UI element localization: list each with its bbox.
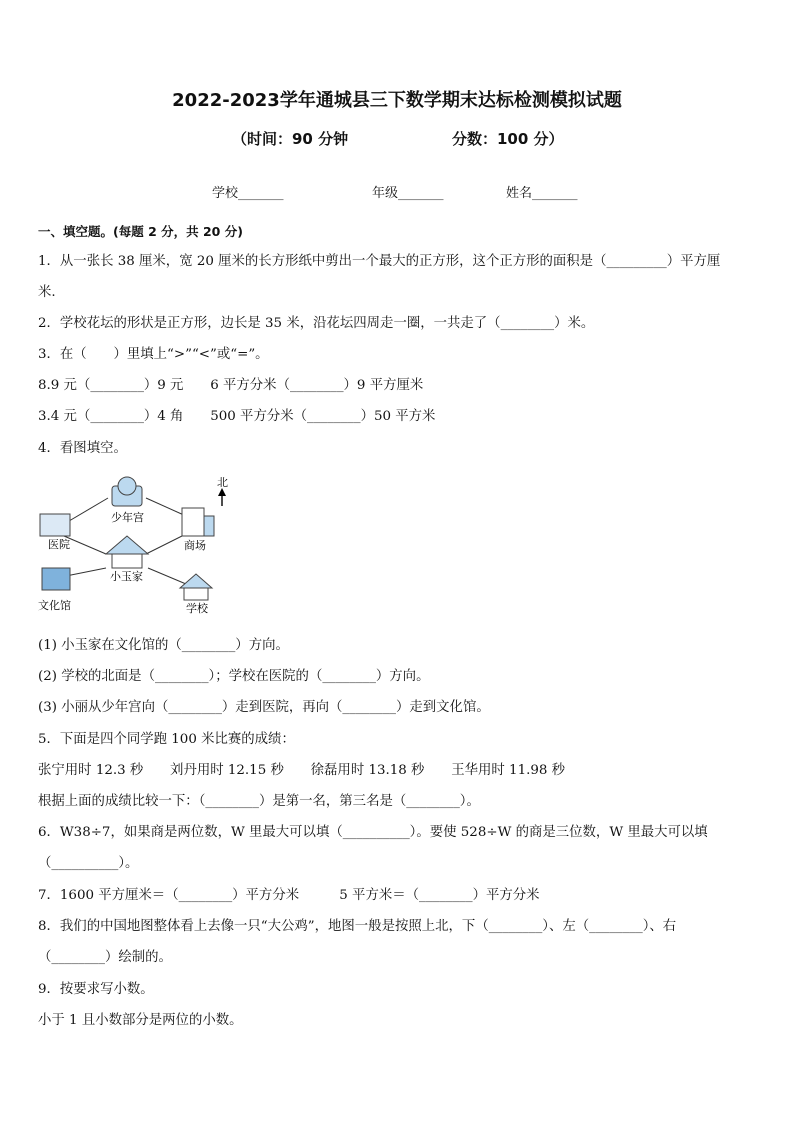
question-line: 8．我们的中国地图整体看上去像一只“大公鸡”，地图一般是按照上北，下（________）、左（________）、右 <box>38 919 677 934</box>
time-info: （时间：90 分钟 <box>232 130 349 148</box>
page-title: 2022-2023学年通城县三下数学期末达标检测模拟试题 <box>172 90 622 111</box>
label-home: 小玉家 <box>110 570 143 583</box>
hospital-icon <box>40 514 70 551</box>
question-line: 6．W38÷7，如果商是两位数，W 里最大可以填（__________）。要使 528÷W 的商是三位数，W 里最大可以填 <box>38 825 708 840</box>
location-map <box>36 476 246 616</box>
school-field[interactable]: 学校_______ <box>212 186 284 201</box>
question-line: 一、填空题。(每题 2 分，共 20 分) <box>38 224 243 239</box>
youth-palace-icon <box>111 477 144 524</box>
name-field[interactable]: 姓名_______ <box>506 186 578 201</box>
label-school: 学校 <box>186 602 208 615</box>
question-line: （__________）。 <box>38 856 139 871</box>
culture-center-icon <box>38 568 71 612</box>
question-line: 小于 1 且小数部分是两位的小数。 <box>38 1013 243 1028</box>
label-north: 北 <box>217 476 228 489</box>
question-line: （________）绘制的。 <box>38 950 172 965</box>
question-line: 3.4 元（________）4 角 500 平方分米（________）50 平方米 <box>38 409 436 424</box>
label-hospital: 医院 <box>48 538 70 551</box>
question-line: (2) 学校的北面是（________）；学校在医院的（________）方向。 <box>38 669 430 684</box>
label-culture: 文化馆 <box>38 599 71 612</box>
home-icon <box>106 536 148 583</box>
question-line: 1．从一张长 38 厘米，宽 20 厘米的长方形纸中剪出一个最大的正方形，这个正方形的面积是（_________）平方厘 <box>38 254 721 269</box>
question-line: 8.9 元（________）9 元 6 平方分米（________）9 平方厘米 <box>38 378 424 393</box>
label-youth: 少年宫 <box>111 511 144 524</box>
label-mall: 商场 <box>184 539 206 552</box>
question-line: 9．按要求写小数。 <box>38 982 154 997</box>
question-line: 7．1600 平方厘米＝（________）平方分米 5 平方米＝（________）平方分米 <box>38 888 540 903</box>
school-icon <box>180 574 212 615</box>
question-line: (3) 小丽从少年宫向（________）走到医院，再向（________）走到文化馆。 <box>38 700 490 715</box>
question-line: 张宁用时 12.3 秒 刘丹用时 12.15 秒 徐磊用时 13.18 秒 王华用时 11.98 秒 <box>38 763 566 778</box>
score-info: 分数：100 分） <box>452 130 564 148</box>
question-line: (1) 小玉家在文化馆的（________）方向。 <box>38 638 289 653</box>
question-line: 5．下面是四个同学跑 100 米比赛的成绩： <box>38 732 295 747</box>
question-line: 2．学校花坛的形状是正方形，边长是 35 米，沿花坛四周走一圈，一共走了（________）米。 <box>38 316 595 331</box>
north-arrow-icon <box>217 476 228 506</box>
question-line: 4．看图填空。 <box>38 441 127 456</box>
question-line: 3．在（ ）里填上“>”“<”或“=”。 <box>38 347 269 362</box>
mall-icon <box>182 508 214 552</box>
question-line: 根据上面的成绩比较一下：（________）是第一名，第三名是（________）。 <box>38 794 480 809</box>
question-line: 米. <box>38 285 56 300</box>
grade-field[interactable]: 年级_______ <box>372 186 444 201</box>
